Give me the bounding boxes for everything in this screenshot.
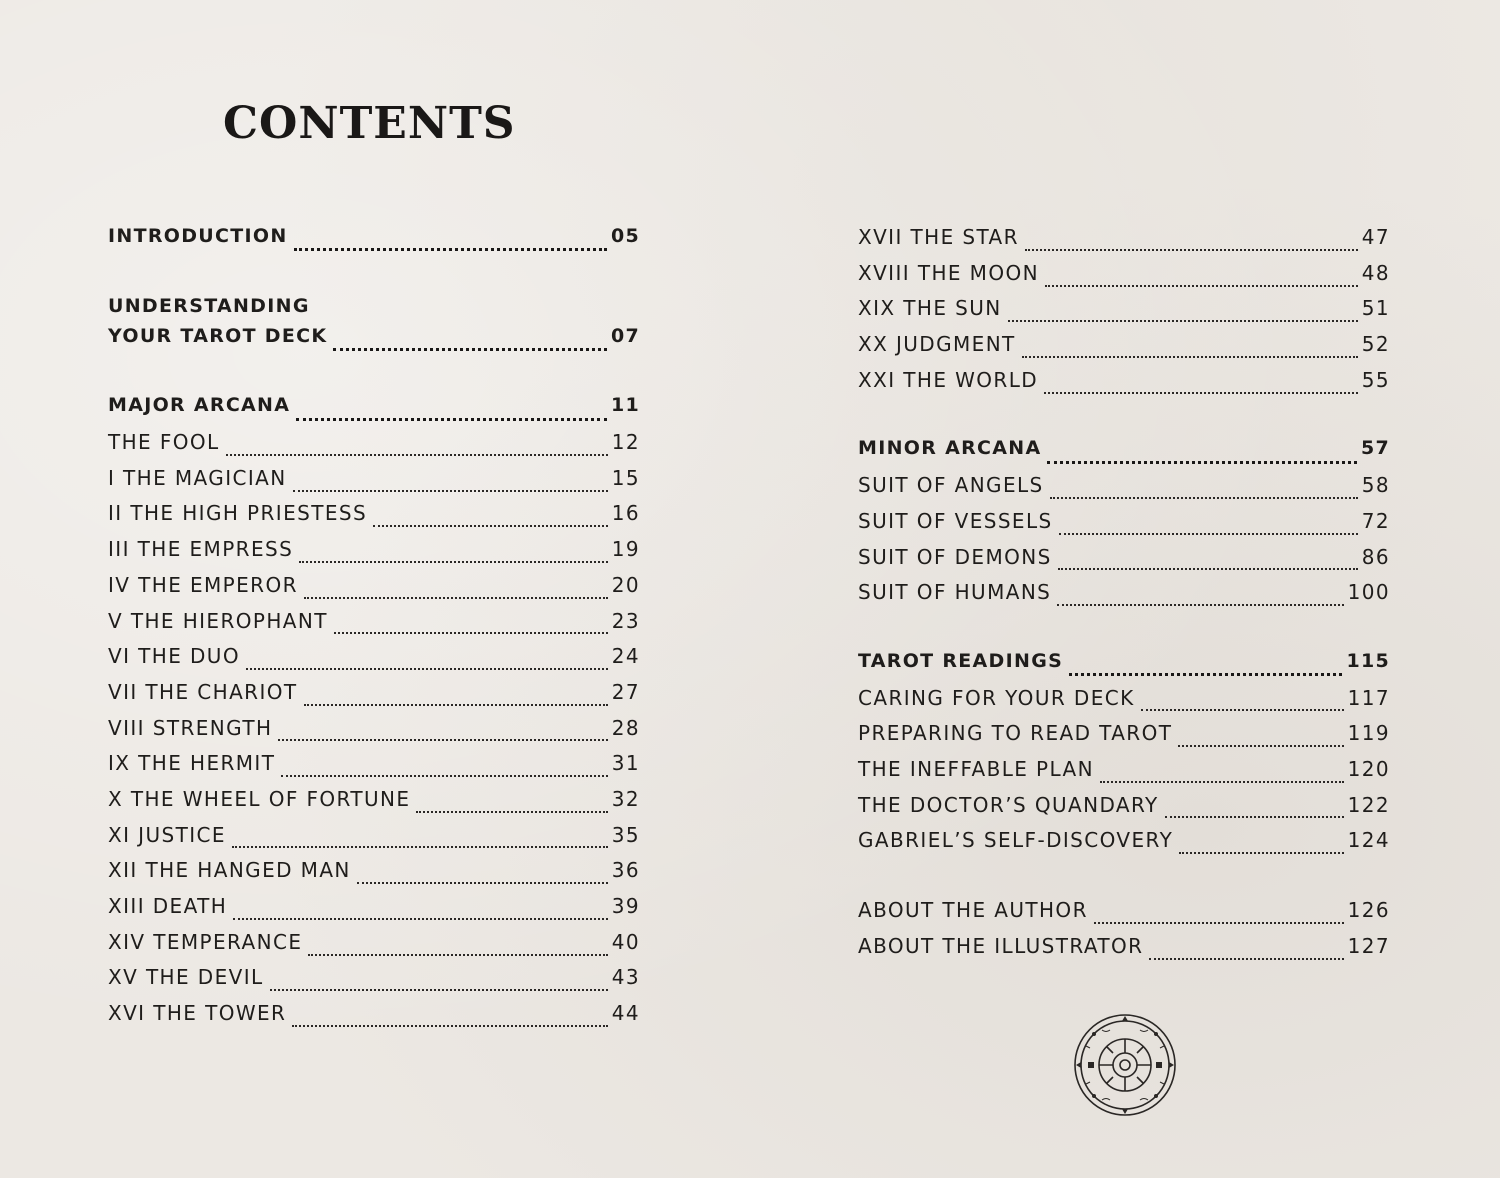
entry-page: 72 bbox=[1361, 508, 1390, 533]
entry-page: 55 bbox=[1361, 367, 1390, 392]
spacer bbox=[108, 360, 640, 394]
toc-entry[interactable] bbox=[108, 644, 640, 680]
dot-leader bbox=[1058, 568, 1358, 570]
entry-page: 119 bbox=[1347, 721, 1390, 746]
entry-page: 16 bbox=[611, 501, 640, 526]
entry-page: 19 bbox=[611, 537, 640, 562]
toc-entry[interactable] bbox=[108, 430, 640, 466]
dot-leader bbox=[1050, 497, 1358, 499]
entry-label: IX THE HERMIT bbox=[108, 751, 276, 776]
dot-leader bbox=[304, 704, 608, 706]
dot-leader bbox=[226, 454, 608, 456]
toc-entry[interactable] bbox=[108, 609, 640, 645]
toc-entry[interactable] bbox=[858, 261, 1390, 297]
toc-entry[interactable] bbox=[858, 368, 1390, 404]
entry-page: 39 bbox=[611, 894, 640, 918]
dot-leader bbox=[1047, 461, 1356, 464]
dot-leader bbox=[281, 775, 607, 777]
dot-leader bbox=[1149, 958, 1343, 960]
entry-label: XI JUSTICE bbox=[108, 822, 226, 847]
entry-label: III THE EMPRESS bbox=[108, 537, 294, 562]
entry-label: CARING FOR YOUR DECK bbox=[858, 685, 1135, 710]
entry-page: 28 bbox=[611, 715, 640, 740]
toc-entry[interactable] bbox=[108, 466, 640, 502]
dot-leader bbox=[308, 954, 607, 956]
entry-page: 24 bbox=[611, 644, 640, 669]
entry-page: 126 bbox=[1347, 898, 1390, 922]
dot-leader bbox=[1141, 709, 1344, 711]
toc-entry-major-arcana[interactable] bbox=[108, 394, 640, 430]
entry-page: 124 bbox=[1347, 828, 1390, 853]
major-arcana-list-continued bbox=[858, 225, 1390, 403]
toc-entry-introduction[interactable] bbox=[108, 225, 640, 261]
entry-page: 51 bbox=[1361, 296, 1390, 321]
dot-leader bbox=[294, 248, 607, 251]
entry-page: 127 bbox=[1347, 933, 1390, 958]
toc-entry[interactable] bbox=[108, 894, 640, 930]
toc-entry[interactable] bbox=[858, 934, 1390, 970]
dot-leader bbox=[1179, 852, 1343, 854]
entry-page: 11 bbox=[610, 394, 640, 417]
dot-leader bbox=[1008, 320, 1358, 322]
entry-label: SUIT OF VESSELS bbox=[858, 508, 1053, 533]
dot-leader bbox=[357, 882, 608, 884]
entry-label: SUIT OF DEMONS bbox=[858, 544, 1052, 569]
entry-page: 27 bbox=[611, 679, 640, 704]
toc-entry[interactable] bbox=[108, 930, 640, 966]
about-list bbox=[858, 898, 1390, 969]
dot-leader bbox=[416, 811, 607, 813]
entry-label: IV THE EMPEROR bbox=[108, 572, 298, 597]
toc-entry[interactable] bbox=[858, 828, 1390, 864]
entry-label: XXI THE WORLD bbox=[858, 367, 1039, 392]
dot-leader bbox=[296, 418, 607, 421]
occult-seal-icon bbox=[1072, 1012, 1178, 1118]
toc-entry[interactable] bbox=[108, 573, 640, 609]
entry-label: XV THE DEVIL bbox=[108, 965, 264, 990]
toc-entry[interactable] bbox=[108, 1001, 640, 1037]
toc-entry[interactable] bbox=[108, 787, 640, 823]
dot-leader bbox=[1025, 249, 1358, 251]
toc-entry[interactable] bbox=[108, 537, 640, 573]
tarot-readings-list bbox=[858, 686, 1390, 864]
entry-page: 52 bbox=[1361, 332, 1390, 357]
entry-page: 32 bbox=[611, 786, 640, 811]
toc-entry[interactable] bbox=[108, 680, 640, 716]
entry-page: 40 bbox=[611, 929, 640, 954]
entry-label: INTRODUCTION bbox=[108, 225, 288, 247]
toc-entry[interactable] bbox=[858, 509, 1390, 545]
entry-label: SUIT OF ANGELS bbox=[858, 473, 1044, 498]
toc-entry[interactable] bbox=[858, 332, 1390, 368]
toc-entry[interactable] bbox=[858, 793, 1390, 829]
entry-page: 31 bbox=[611, 751, 640, 776]
toc-entry[interactable] bbox=[108, 751, 640, 787]
toc-entry[interactable] bbox=[108, 965, 640, 1001]
spacer bbox=[858, 864, 1390, 898]
toc-entry-tarot-readings[interactable] bbox=[858, 650, 1390, 686]
toc-entry[interactable] bbox=[858, 757, 1390, 793]
entry-page: 117 bbox=[1347, 685, 1390, 710]
entry-page: 100 bbox=[1347, 580, 1390, 605]
toc-entry[interactable] bbox=[858, 898, 1390, 934]
page-title: CONTENTS bbox=[223, 98, 516, 149]
dot-leader bbox=[1057, 604, 1343, 606]
dot-leader bbox=[1165, 816, 1344, 818]
entry-label: MINOR ARCANA bbox=[858, 437, 1042, 460]
dot-leader bbox=[1100, 781, 1344, 783]
dot-leader bbox=[1059, 533, 1358, 535]
dot-leader bbox=[1178, 745, 1343, 747]
entry-page: 44 bbox=[611, 1001, 640, 1026]
dot-leader bbox=[270, 989, 608, 991]
entry-label: YOUR TAROT DECK bbox=[108, 324, 328, 347]
entry-label: UNDERSTANDING bbox=[108, 294, 310, 317]
entry-label: ABOUT THE AUTHOR bbox=[858, 898, 1088, 922]
entry-page: 47 bbox=[1361, 225, 1390, 249]
dot-leader bbox=[246, 668, 608, 670]
entry-label: XIV TEMPERANCE bbox=[108, 929, 303, 954]
entry-page: 58 bbox=[1361, 473, 1390, 498]
entry-label: VII THE CHARIOT bbox=[108, 679, 298, 704]
dot-leader bbox=[373, 525, 608, 527]
entry-page: 23 bbox=[611, 608, 640, 633]
dot-leader bbox=[1022, 356, 1358, 358]
entry-label: XVI THE TOWER bbox=[108, 1001, 287, 1026]
entry-page: 120 bbox=[1347, 756, 1390, 781]
major-arcana-list bbox=[108, 430, 640, 1037]
toc-entry[interactable] bbox=[858, 545, 1390, 581]
entry-page: 57 bbox=[1360, 437, 1390, 460]
entry-page: 86 bbox=[1361, 544, 1390, 569]
entry-label: XVII THE STAR bbox=[858, 225, 1019, 249]
entry-label: X THE WHEEL OF FORTUNE bbox=[108, 786, 411, 811]
entry-label: THE INEFFABLE PLAN bbox=[858, 756, 1094, 781]
dot-leader bbox=[232, 846, 608, 848]
toc-entry[interactable] bbox=[108, 501, 640, 537]
entry-label: ABOUT THE ILLUSTRATOR bbox=[858, 933, 1144, 958]
dot-leader bbox=[299, 561, 608, 563]
entry-label: XIX THE SUN bbox=[858, 296, 1002, 321]
entry-label: XX JUDGMENT bbox=[858, 332, 1016, 357]
dot-leader bbox=[334, 632, 608, 634]
toc-entry[interactable] bbox=[858, 296, 1390, 332]
entry-label: II THE HIGH PRIESTESS bbox=[108, 501, 368, 526]
entry-label: THE DOCTOR’S QUANDARY bbox=[858, 792, 1159, 817]
toc-entry[interactable] bbox=[858, 580, 1390, 616]
entry-page: 115 bbox=[1346, 649, 1390, 672]
entry-label: XIII DEATH bbox=[108, 894, 228, 918]
toc-entry[interactable] bbox=[858, 473, 1390, 509]
entry-label: I THE MAGICIAN bbox=[108, 465, 287, 490]
dot-leader bbox=[1044, 392, 1358, 394]
toc-entry[interactable] bbox=[858, 721, 1390, 757]
entry-label: GABRIEL’S SELF-DISCOVERY bbox=[858, 828, 1174, 853]
entry-page: 122 bbox=[1347, 792, 1390, 817]
dot-leader bbox=[292, 1025, 607, 1027]
toc-entry-minor-arcana[interactable] bbox=[858, 437, 1390, 473]
spacer bbox=[858, 403, 1390, 437]
dot-leader bbox=[1045, 285, 1358, 287]
dot-leader bbox=[233, 918, 608, 920]
dot-leader bbox=[333, 348, 607, 351]
dot-leader bbox=[1094, 922, 1344, 924]
toc-entry[interactable] bbox=[108, 858, 640, 894]
entry-label: VI THE DUO bbox=[108, 644, 240, 669]
entry-page: 15 bbox=[611, 465, 640, 490]
entry-label: V THE HIEROPHANT bbox=[108, 608, 328, 633]
entry-page: 48 bbox=[1361, 260, 1390, 285]
contents-left-column bbox=[108, 225, 640, 1037]
entry-label: SUIT OF HUMANS bbox=[858, 580, 1052, 605]
entry-page: 12 bbox=[611, 430, 640, 455]
toc-entry[interactable] bbox=[858, 686, 1390, 722]
entry-page: 43 bbox=[611, 965, 640, 990]
toc-entry[interactable] bbox=[108, 716, 640, 752]
entry-page: 20 bbox=[611, 572, 640, 597]
dot-leader bbox=[293, 490, 608, 492]
minor-arcana-list bbox=[858, 473, 1390, 616]
entry-label: TAROT READINGS bbox=[858, 649, 1064, 672]
toc-entry-understanding[interactable] bbox=[108, 325, 640, 361]
entry-label: PREPARING TO READ TAROT bbox=[858, 721, 1173, 746]
dot-leader bbox=[304, 597, 608, 599]
entry-page: 05 bbox=[610, 225, 640, 247]
entry-label: THE FOOL bbox=[108, 430, 220, 455]
entry-page: 36 bbox=[611, 858, 640, 883]
entry-page: 07 bbox=[610, 324, 640, 347]
toc-entry-understanding-line1[interactable] bbox=[108, 295, 640, 325]
spacer bbox=[108, 261, 640, 295]
dot-leader bbox=[278, 739, 607, 741]
dot-leader bbox=[1069, 673, 1342, 676]
entry-label: XVIII THE MOON bbox=[858, 260, 1039, 285]
toc-entry[interactable] bbox=[858, 225, 1390, 261]
spacer bbox=[858, 616, 1390, 650]
entry-label: VIII STRENGTH bbox=[108, 715, 273, 740]
entry-label: XII THE HANGED MAN bbox=[108, 858, 351, 883]
entry-page: 35 bbox=[611, 822, 640, 847]
entry-label: MAJOR ARCANA bbox=[108, 394, 291, 417]
toc-entry[interactable] bbox=[108, 823, 640, 859]
contents-right-column bbox=[858, 225, 1390, 969]
